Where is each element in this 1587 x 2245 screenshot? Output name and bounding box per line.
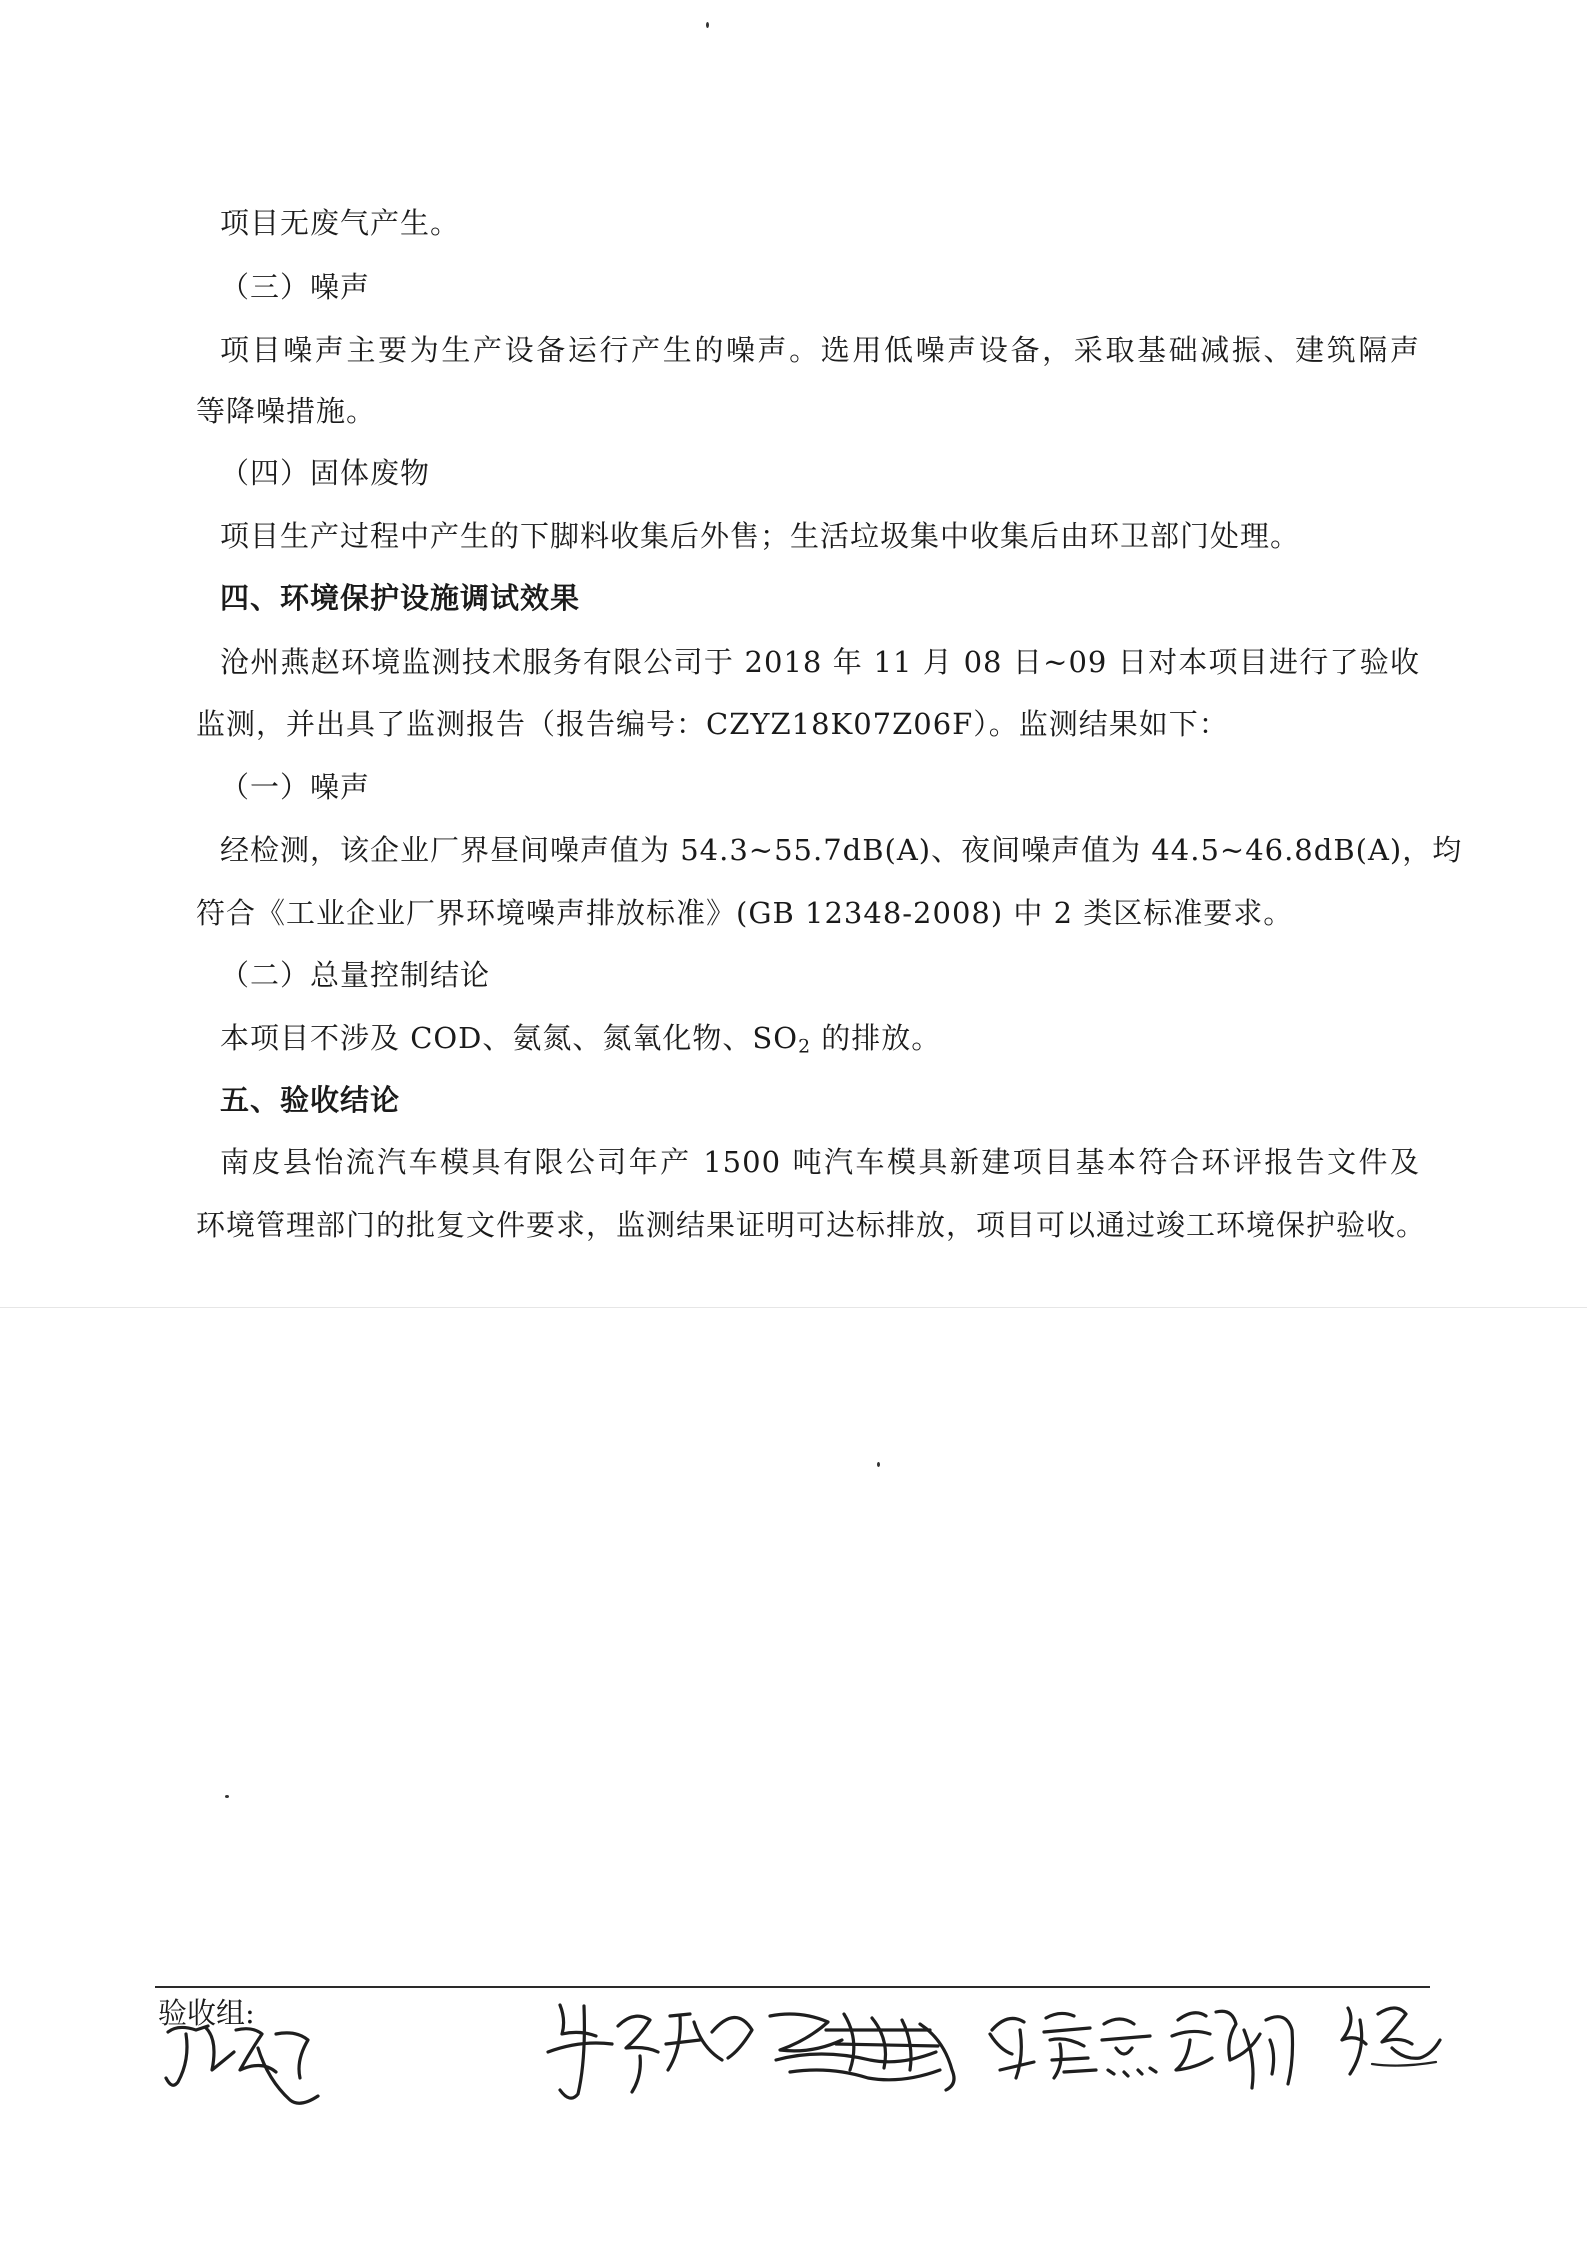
paragraph-noise-line2: 等降噪措施。: [196, 394, 377, 428]
paragraph-no-exhaust: 项目无废气产生。: [220, 206, 461, 240]
handwritten-signature-1: [166, 2026, 318, 2103]
subheading-total-control: （二）总量控制结论: [220, 958, 491, 992]
paragraph-conclusion-line1: 南皮县怡流汽车模具有限公司年产 1500 吨汽车模具新建项目基本符合环评报告文件及: [220, 1145, 1420, 1179]
subheading-noise-result: （一）噪声: [220, 770, 371, 804]
section-heading-4: 四、环境保护设施调试效果: [220, 581, 581, 615]
handwritten-signature-4: [990, 2013, 1156, 2078]
handwritten-signature-6: [1342, 2008, 1440, 2074]
paragraph-monitoring-line1: 沧州燕赵环境监测技术服务有限公司于 2018 年 11 月 08 日~09 日对本项目进行了验收: [220, 645, 1420, 679]
handwritten-signature-3: [770, 2014, 954, 2090]
acceptance-group-label: 验收组:: [158, 1996, 255, 2030]
subheading-noise: （三）噪声: [220, 270, 371, 304]
paragraph-conclusion-line2: 环境管理部门的批复文件要求，监测结果证明可达标排放，项目可以通过竣工环境保护验收。: [196, 1208, 1427, 1242]
so2-subscript: 2: [798, 1036, 812, 1058]
subheading-solid-waste: （四）固体废物: [220, 456, 431, 490]
paragraph-noise-result-line1: 经检测，该企业厂界昼间噪声值为 54.3~55.7dB(A)、夜间噪声值为 44.5~46.8dB(A)，均: [220, 833, 1463, 867]
total-control-text-end: 的排放。: [811, 1021, 942, 1055]
paragraph-noise-line1: 项目噪声主要为生产设备运行产生的噪声。选用低噪声设备，采取基础减振、建筑隔声: [220, 333, 1420, 367]
paragraph-monitoring-line2: 监测，并出具了监测报告（报告编号：CZYZ18K07Z06F）。监测结果如下：: [196, 707, 1229, 741]
total-control-text: 本项目不涉及 COD、氨氮、氮氧化物、SO: [220, 1021, 799, 1055]
handwritten-signature-5: [1172, 2011, 1293, 2088]
handwritten-signature-2: [548, 2005, 752, 2098]
paragraph-solid-waste: 项目生产过程中产生的下脚料收集后外售；生活垃圾集中收集后由环卫部门处理。: [220, 519, 1301, 553]
section-heading-5: 五、验收结论: [220, 1083, 401, 1117]
paragraph-noise-result-line2: 符合《工业企业厂界环境噪声排放标准》(GB 12348-2008) 中 2 类区标准要求。: [196, 896, 1294, 930]
